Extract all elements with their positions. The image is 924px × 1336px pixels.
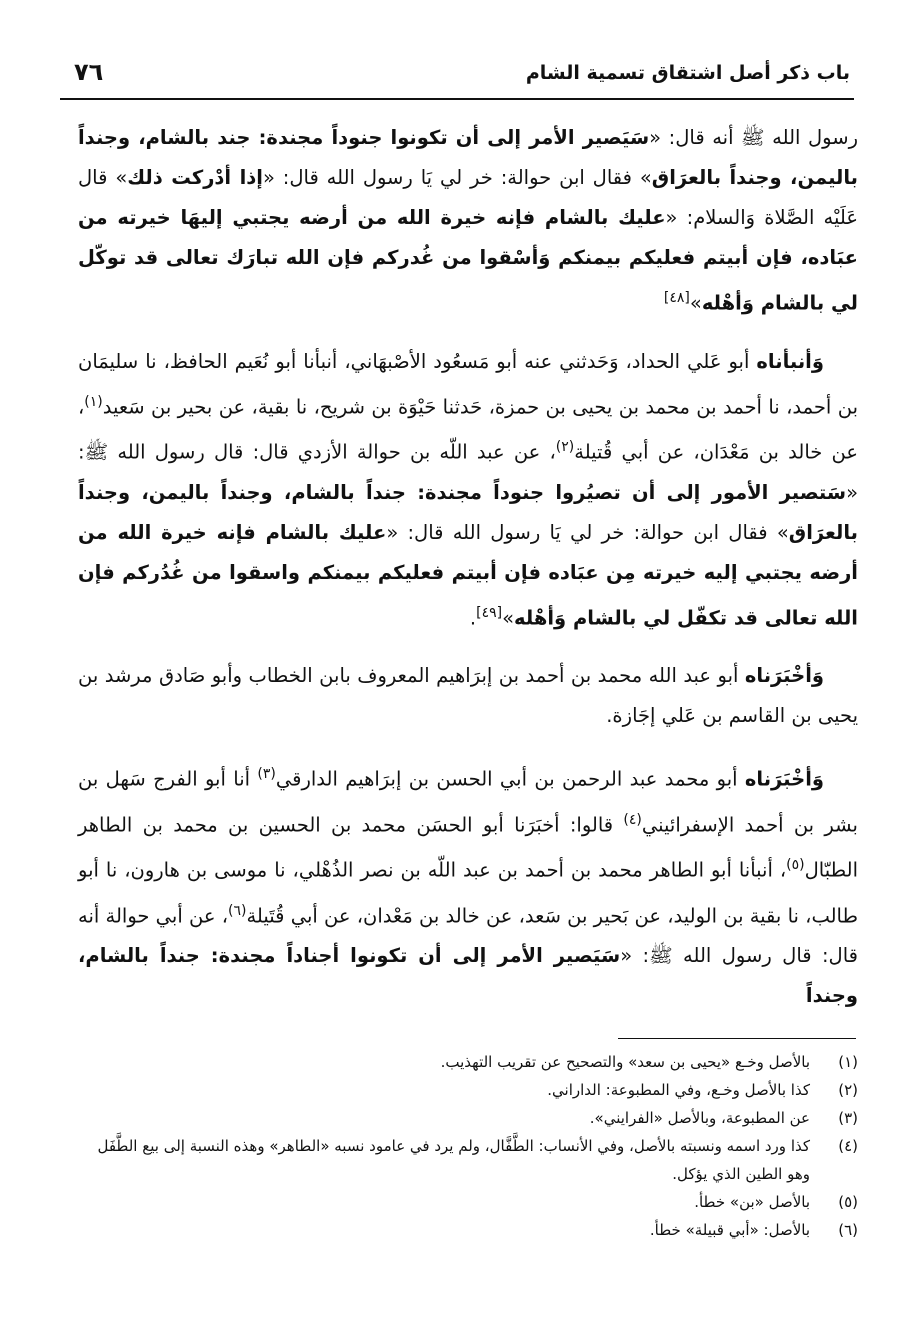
- page-header: [60, 52, 854, 100]
- text-segment: أبو عَلي الحداد، وَحَدثني عنه أبو مَسعُود الأصْبهَاني، أنبأنا أبو نُعَيم الحافظ، نا سليمَان بن أحمد، نا أحمد بن محمد بن يحيى بن حمزة، حَدثنا حَيْوَة بن شريح، نا بقية، عن بحير بن سَعيد: [78, 349, 858, 418]
- page-number: ٧٦: [74, 58, 104, 86]
- footnotes: [78, 1048, 858, 1244]
- quoted-hadith-text: وَأخْبَرَناه: [744, 664, 824, 687]
- quoted-hadith-text: سَتصير الأمور إلى أن تصيُروا جنوداً مجندة: جنداً بالشام، وجنداً باليمن، وجنداً بالعرَاق: [78, 480, 858, 544]
- footnote-number: (٣): [838, 1109, 858, 1127]
- text-segment: ، عن أبي حوالة أنه قال: قال رسول الله ﷺ: «: [78, 904, 858, 967]
- reference-marker: [٤٩]: [476, 604, 503, 621]
- text-segment: أبو عبد الله محمد بن أحمد بن إبرَاهيم المعروف بابن الخطاب وأبو صَادق مرشد بن يحيى بن القاسم بن عَلي إجَازة.: [78, 664, 858, 727]
- text-segment: قالوا: أخبَرَنا أبو الحسَن محمد بن الحسين بن محمد بن الطاهر الطبّال: [78, 813, 858, 882]
- reference-marker: (٣): [257, 766, 276, 782]
- reference-marker: (٦): [228, 902, 247, 919]
- footnote: [78, 1076, 858, 1104]
- text-paragraph: [78, 754, 858, 1016]
- footnote-text: عن المطبوعة، وبالأصل «الفرايني».: [589, 1109, 810, 1127]
- reference-marker: (٤): [623, 811, 642, 828]
- footnote-text: كذا ورد اسمه ونسبته بالأصل، وفي الأنساب: الطَّفَّال، ولم يرد في عامود نسبه «الطاهر» وهذه النسبة إلى بيع الطَّفَل وهو الطين الذي يؤكل.: [97, 1137, 810, 1183]
- reference-marker: [٤٨]: [663, 290, 690, 306]
- footnote: [78, 1104, 858, 1132]
- footnote-text: بالأصل «بن» خطأ.: [694, 1193, 810, 1211]
- footnote: [78, 1048, 858, 1076]
- text-paragraph: [78, 118, 858, 324]
- footnote: [78, 1132, 858, 1188]
- footnote-text: بالأصل وخـع «يحيى بن سعد» والتصحيح عن تقريب التهذيب.: [440, 1053, 810, 1071]
- text-segment: » قال عَلَيْه الصَّلاة وَالسلام: «: [78, 166, 858, 229]
- quoted-hadith-text: وَأنبأناه: [756, 349, 824, 373]
- text-segment: ، عن خالد بن مَعْدَان، عن أبي قُتيلة: [78, 395, 859, 464]
- quoted-hadith-text: عليك بالشام فإنه خيرة الله من أرضه يجتبي إليهَا خيرته من عبَاده، فإن أبيتم فعليكم بيمنكم وَأسْقوا من غُدركم فإن الله تبارَك تعالى قد توكّل لي بالشام وَأهْله: [78, 206, 858, 315]
- footnote-number: (١): [838, 1053, 858, 1071]
- quoted-hadith-text: سَيَصير الأمر إلى أن تكونوا جنوداً مجندة: جند بالشام، وجنداً باليمن، وجنداً بالعرَاق: [78, 126, 858, 189]
- quoted-hadith-text: عليك بالشام فإنه خيرة الله من أرضه يجتبي إليه خيرته مِن عبَاده فإن أبيتم فعليكم بيمنكم واسقوا من غُدُركم فإن الله تعالى قد تكفّل لي بالشام وَأهْله: [78, 520, 858, 629]
- footnote: [78, 1216, 858, 1244]
- footnote-separator: [618, 1038, 856, 1039]
- text-segment: » فقال ابن حوالة: خر لي يَا رسول الله قال: «: [386, 520, 789, 544]
- footnote-text: بالأصل: «أبي قبيلة» خطأ.: [649, 1221, 810, 1239]
- quoted-hadith-text: وَأخْبَرَناه: [744, 767, 824, 791]
- text-segment: »: [502, 606, 515, 629]
- running-title: باب ذكر أصل اشتقاق تسمية الشام: [525, 62, 850, 84]
- text-segment: أنا أبو الفرج سَهل بن بشر بن أحمد الإسفرائيني: [78, 767, 858, 836]
- text-segment: أبو محمد عبد الرحمن بن أبي الحسن بن إبرَاهيم الدارقي: [275, 767, 745, 791]
- text-paragraph: [78, 342, 858, 639]
- footnote: [78, 1188, 858, 1216]
- footnote-number: (٥): [838, 1193, 858, 1211]
- text-segment: رسول الله ﷺ أنه قال: «: [649, 126, 858, 149]
- reference-marker: (٢): [555, 439, 575, 455]
- reference-marker: (٥): [786, 857, 805, 873]
- footnote-number: (٦): [838, 1221, 858, 1239]
- text-segment: .: [469, 606, 477, 629]
- reference-marker: (١): [84, 393, 103, 410]
- text-segment: » فقال ابن حوالة: خر لي يَا رسول الله قال: «: [262, 166, 652, 189]
- main-text: [78, 118, 858, 1034]
- footnote-number: (٤): [838, 1137, 858, 1155]
- text-paragraph: [78, 656, 858, 736]
- footnote-text: كذا بالأصل وخـع، وفي المطبوعة: الداراني.: [547, 1081, 810, 1099]
- quoted-hadith-text: سَيَصير الأمر إلى أن تكونوا أجناداً مجندة: جنداً بالشام، وجنداً: [78, 944, 858, 1007]
- text-segment: ، أنبأنا أبو الطاهر محمد بن أحمد بن عبد اللّه بن نصر الذُهْلي، نا موسى بن هارون، نا أبو طالب، نا بقية بن الوليد، عن بَحير بن سَعد، عن خالد بن مَعْدان، عن أبي قُتَيلة: [78, 858, 858, 927]
- text-segment: ، عن عبد اللّه بن حوالة الأزدي قال: قال رسول الله ﷺ: «: [78, 440, 858, 504]
- quoted-hadith-text: إذا أدْركت ذلك: [127, 166, 263, 189]
- footnote-number: (٢): [838, 1081, 858, 1099]
- text-segment: »: [689, 291, 702, 315]
